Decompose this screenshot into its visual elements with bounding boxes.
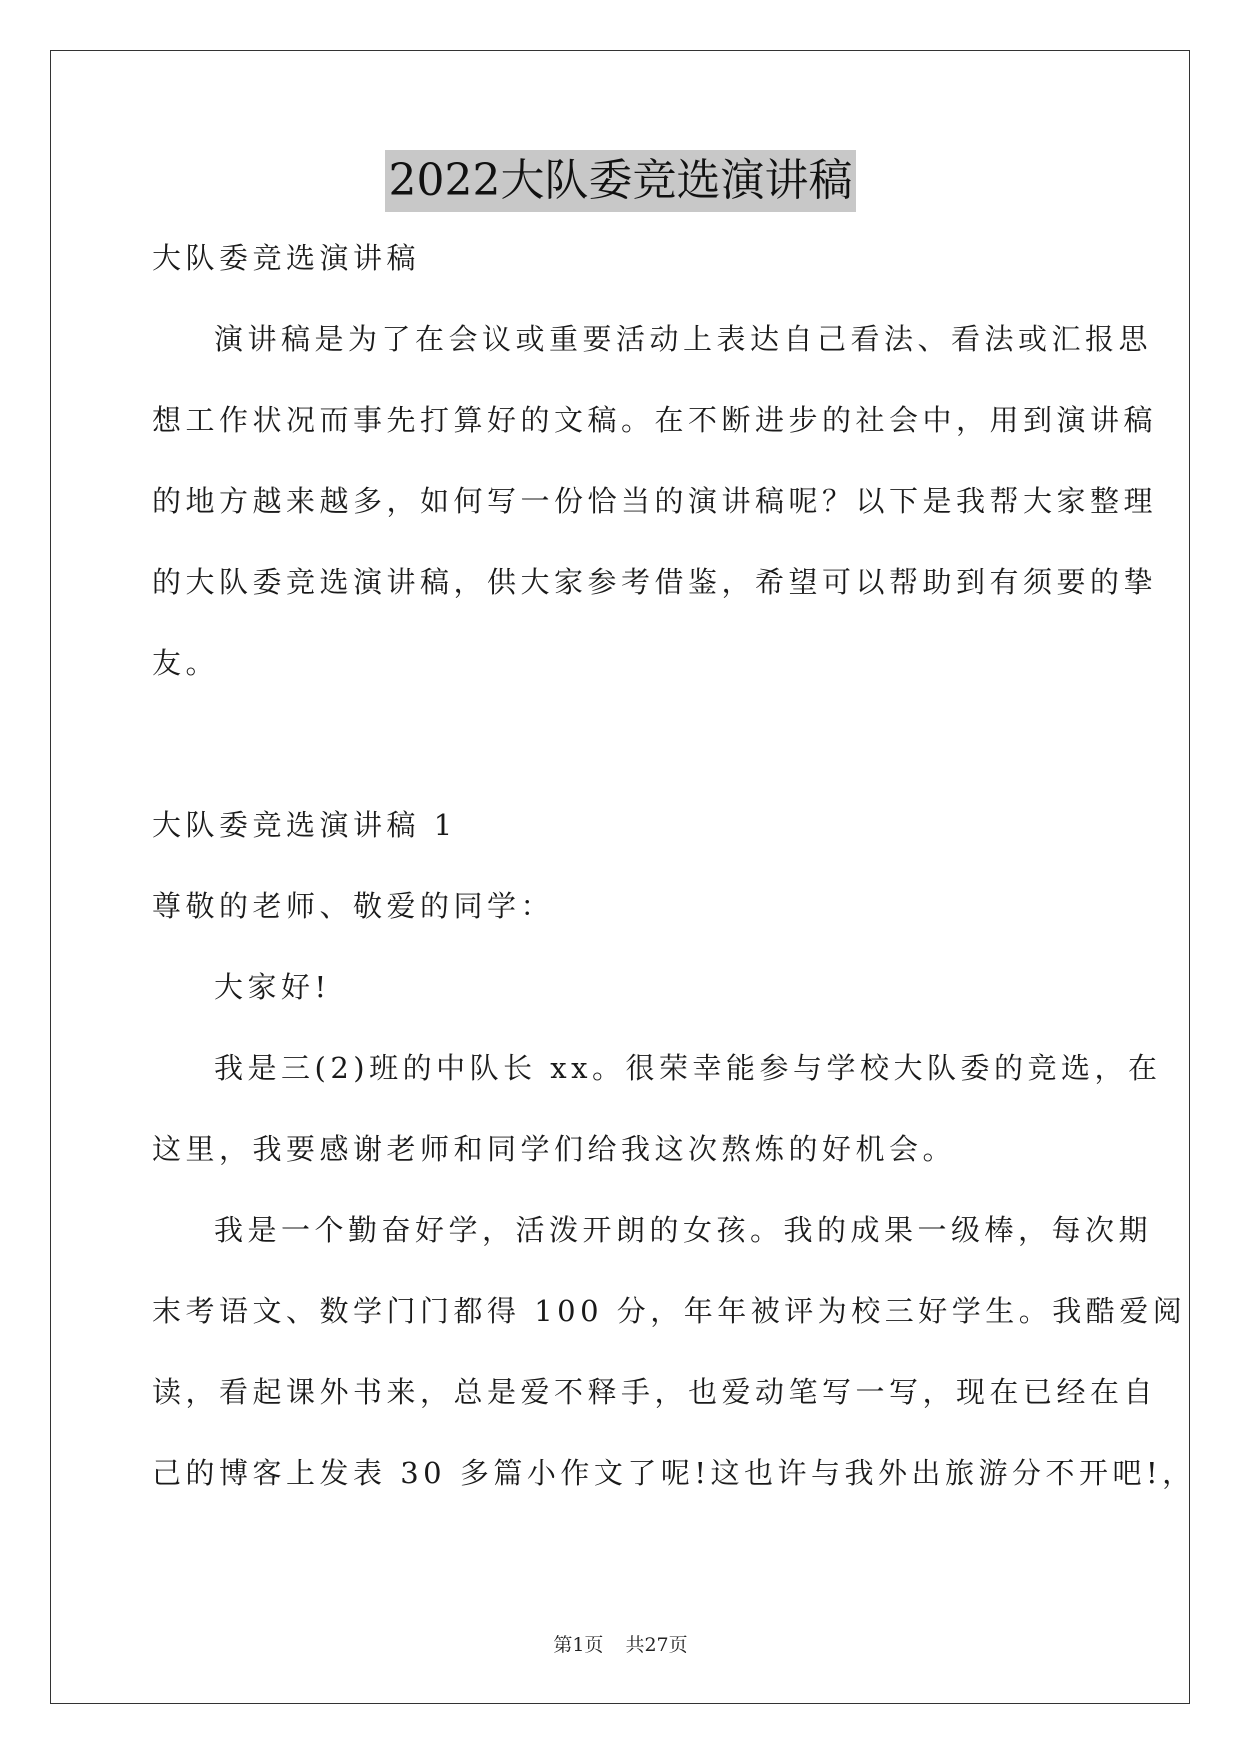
- text-line: 演讲稿是为了在会议或重要活动上表达自己看法、看法或汇报思: [214, 322, 1153, 356]
- text-line: 的大队委竞选演讲稿，供大家参考借鉴，希望可以帮助到有须要的挚: [152, 565, 1158, 599]
- title-container: [0, 150, 1241, 212]
- page-number: 第1页: [553, 1634, 604, 1656]
- document-body: [152, 240, 1196, 1536]
- text-line: 的地方越来越多，如何写一份恰当的演讲稿呢？以下是我帮大家整理: [152, 484, 1158, 518]
- text-line: 友。: [152, 646, 220, 680]
- blank-line: [152, 726, 1097, 807]
- text-line: 己的博客上发表 30 多篇小作文了呢!这也许与我外出旅游分不开吧!，: [152, 1456, 1196, 1490]
- text-line: 大队委竞选演讲稿 1: [152, 808, 457, 842]
- page-footer: [0, 1630, 1241, 1657]
- text-line: 尊敬的老师、敬爱的同学：: [152, 889, 555, 923]
- text-line: 我是一个勤奋好学，活泼开朗的女孩。我的成果一级棒，每次期: [214, 1213, 1153, 1247]
- text-line: 我是三(2)班的中队长 xx。很荣幸能参与学校大队委的竞选，在: [214, 1051, 1162, 1085]
- text-line: 末考语文、数学门门都得 100 分，年年被评为校三好学生。我酷爱阅: [152, 1294, 1187, 1328]
- text-line: 这里，我要感谢老师和同学们给我这次熬炼的好机会。: [152, 1132, 957, 1166]
- page-total: 共27页: [625, 1634, 688, 1656]
- text-line: 大家好!: [214, 970, 331, 1004]
- text-line: 读，看起课外书来，总是爱不释手，也爱动笔写一写，现在已经在自: [152, 1375, 1158, 1409]
- document-title: 2022大队委竞选演讲稿: [385, 150, 857, 212]
- text-line: 想工作状况而事先打算好的文稿。在不断进步的社会中，用到演讲稿: [152, 403, 1158, 437]
- text-line: 大队委竞选演讲稿: [152, 241, 421, 275]
